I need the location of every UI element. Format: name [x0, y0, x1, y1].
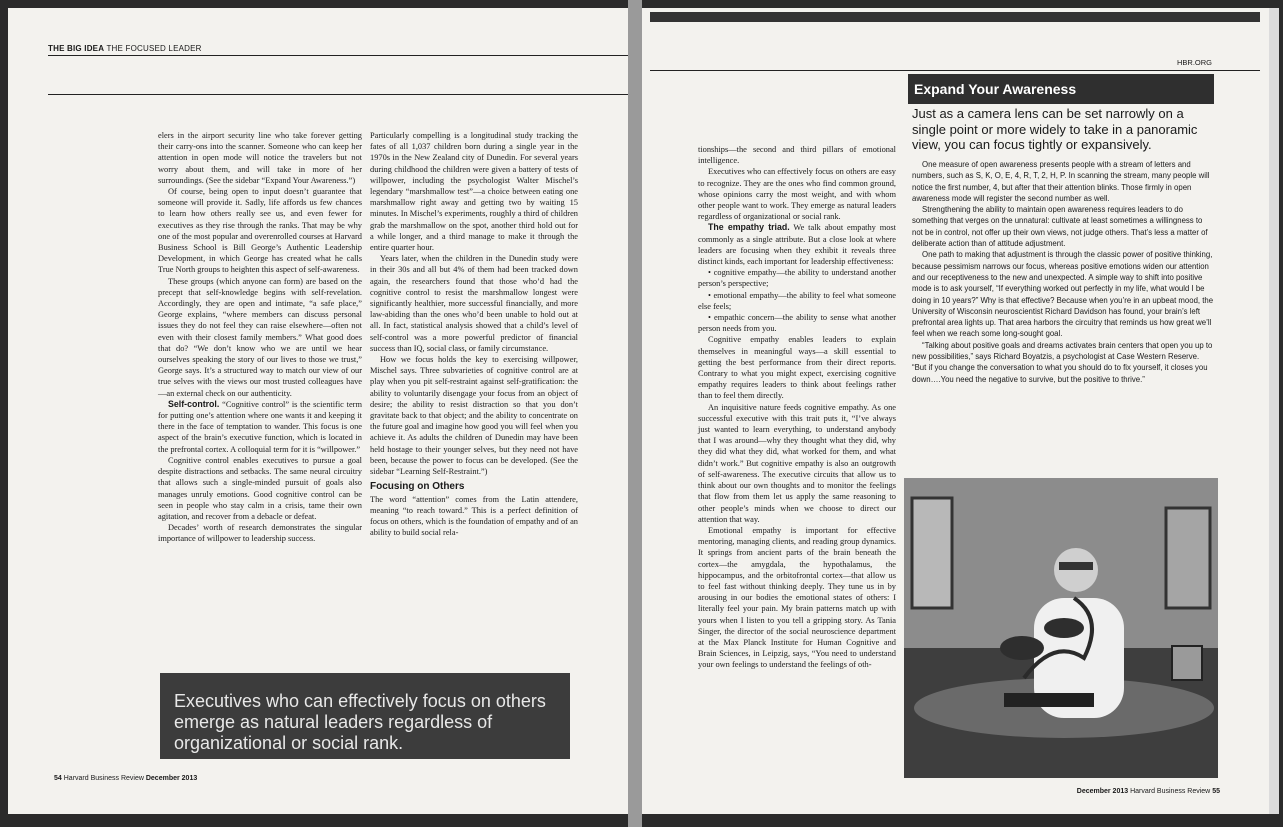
paragraph-text: “Cognitive control” is the scientific term for putting one’s attention where one wants it and keeping it there in the face of temptation to wander. This focus is one aspect of the brain’s executive function, which is located in the prefrontal cortex. A colloquial term for it is “willpower.”: [158, 399, 362, 454]
right-page: [642, 8, 1270, 814]
binding-edge: [1269, 8, 1279, 814]
subhead: Focusing on Others: [370, 481, 465, 493]
folio: [54, 775, 197, 782]
top-band: [650, 12, 1260, 22]
paragraph: tionships—the second and third pillars of emotional intelligence.: [698, 145, 896, 166]
folio-magazine: Harvard Business Review: [63, 775, 144, 782]
paragraph: Cognitive control enables executives to pursue a goal despite distractions and setbacks. The same neural circuitry that allows such a single-minded pursuit of goals also manages unruly emotions. Good cognitive control can be seen in people who stay calm in a crisis, tame their own agitation, and recover from a debacle or defeat.: [158, 455, 362, 521]
folio-magazine: Harvard Business Review: [1130, 788, 1211, 795]
section-header: [48, 44, 202, 53]
sidebar-title: Expand Your Awareness: [908, 74, 1214, 104]
folio-page-number: 55: [1212, 788, 1220, 795]
page-gutter: [628, 0, 642, 827]
header-rule: [650, 70, 1260, 71]
paragraph: Executives who can effectively focus on others are easy to recognize. They are the ones who find common ground, whose opinions carry the most weight, and with whom other people want to work. They emerge as natural leaders regardless of organizational or social rank.: [698, 167, 896, 222]
paragraph: elers in the airport security line who take forever getting their carry-ons into the scanner. Someone who can keep her attention in open mode will notice the travelers but not worry about them, and will take in more of her surroundings. (See the sidebar “Expand Your Awareness.”): [158, 131, 362, 185]
paragraph: • emotional empathy—the ability to feel what someone else feels;: [698, 290, 896, 311]
executive-bonsai-photo: [904, 478, 1218, 778]
paragraph: These groups (which anyone can form) are based on the precept that self-knowledge begins with self-revelation. Accordingly, they are open and intimate, “a safe place,” George explains, “where members can discuss personal issues they do not feel they can raise elsewhere—often not even with their closest family members.” What good does that do? “We don’t know who we are until we hear ourselves speaking the story of our lives to those we trust,” George says. It’s a structured way to match our view of our true selves with the views our most trusted colleagues have—an external check on our authenticity.: [158, 276, 362, 398]
paragraph: Cognitive empathy enables leaders to explain themselves in meaningful ways—a skill essential to getting the best performance from their direct reports. Contrary to what you might expect, exercising cognitive empathy requires leaders to think about feelings rather than to feel them directly.: [698, 335, 896, 401]
paragraph-text: We talk about empathy most commonly as a single attribute. But a close look at where leaders are focusing when they exhibit it reveals three distinct kinds, each important for leadership effectiveness:: [698, 223, 896, 267]
folio-page-number: 54: [54, 775, 62, 782]
header-rule-2: [48, 94, 628, 95]
pull-quote: Executives who can effectively focus on others emerge as natural leaders regardless of organizational or social rank.: [160, 673, 570, 759]
article-column: [698, 144, 896, 671]
sidebar-paragraph: “Talking about positive goals and dreams activates brain centers that open you up to new possibilities,” says Richard Boyatzis, a psychologist at Case Western Reserve. “But if you change the conversation to what you should do to fix yourself, it closes you down….You need the negative to survive, but the positive to thrive.”: [912, 340, 1213, 384]
header-rule: [48, 55, 628, 56]
site-label: HBR.ORG: [1177, 58, 1213, 67]
paragraph: Particularly compelling is a longitudinal study tracking the fates of all 1,037 children born during a single year in the 1970s in the New Zealand city of Dunedin. For several years during childhood the children were given a battery of tests of willpower, including the psychologist Walter Mischel’s legendary “marshmallow test”—a choice between eating one marshmallow right away and getting two by waiting 15 minutes. In Mischel’s experiments, roughly a third of children grab the marshmallow on the spot, another third hold out for a while longer, and a third manage to make it through the entire quarter hour.: [370, 131, 578, 253]
paragraph: [698, 222, 896, 267]
section-title: THE FOCUSED LEADER: [106, 44, 202, 53]
folio-date: December 2013: [145, 775, 198, 782]
article-column-2: [370, 130, 578, 538]
paragraph: Decades’ worth of research demonstrates the singular importance of willpower to leadership success.: [158, 523, 362, 544]
sidebar-paragraph: One path to making that adjustment is through the classic power of positive thinking, because pessimism narrows our focus, whereas positive emotions widen our attention and our receptiveness to the new and unexpected. A simple way to shift into positive mode is to ask yourself, “If everything worked out perfectly in my life, what would I be doing in 10 years?” Why is that effective? Because when you’re in an upbeat mood, the University of Wisconsin neuroscientist Richard Davidson has found, your brain’s left prefrontal area lights up. That area harbors the circuitry that reminds us how great we’ll feel when we reach some long-sought goal.: [912, 250, 1214, 339]
paragraph: • empathic concern—the ability to sense what another person needs from you.: [698, 313, 896, 334]
run-in-head: The empathy triad.: [708, 222, 790, 233]
paragraph: Emotional empathy is important for effective mentoring, managing clients, and reading group dynamics. It springs from ancient parts of the brain beneath the cortex—the amygdala, the hypothalamus, the hippocampus, and the orbitofrontal cortex—that allow us to feel fast without thinking deeply. They tune us in by arousing in our bodies the emotional states of others: I literally feel your pain. My brain patterns match up with yours when I listen to you tell a gripping story. As Tania Singer, the director of the social neuroscience department at the Max Planck Institute for Human Cognitive and Brain Sciences, in Leipzig, says, “You need to understand your own feelings to understand the feelings of oth-: [698, 525, 896, 670]
paragraph: Years later, when the children in the Dunedin study were in their 30s and all but 4% of them had been tracked down again, the researchers found that those who’d had the cognitive control to resist the marshmallow longest were significantly healthier, more successful financially, and more law-abiding than the ones who’d been unable to hold out at all. In fact, statistical analysis showed that a child’s level of self-control was a more powerful predictor of financial success than IQ, social class, or family circumstance.: [370, 254, 578, 353]
left-page: [8, 8, 628, 814]
section-label: THE BIG IDEA: [48, 44, 105, 53]
folio: [1077, 788, 1220, 795]
sidebar-paragraph: One measure of open awareness presents people with a stream of letters and numbers, such as S, K, O, E, 4, R, T, 2, H, P. In scanning the stream, many people will notice the first number, 4, but after that their attention blinks. Those firmly in open awareness mode will register the second number as well.: [912, 160, 1210, 203]
paragraph: Of course, being open to input doesn’t guarantee that someone will provide it. Sadly, life affords us few chances to learn how others really see us, and even fewer for executives as they rise through the ranks. That may be why one of the most popular and overenrolled courses at Harvard Business School is Bill George’s Authentic Leadership Development, in which George has created what he calls True North groups to heighten this aspect of self-awareness.: [158, 187, 362, 275]
sidebar-lede: Just as a camera lens can be set narrowly on a single point or more widely to take in a panoramic view, you can focus tightly or expansively.: [912, 106, 1198, 152]
article-column-1: [158, 130, 362, 545]
paragraph: How we focus holds the key to exercising willpower, Mischel says. Three subvarieties of cognitive control are at play when you pit self-restraint against self-gratification: the ability to voluntarily disengage your focus from an object of desire; the ability to resist distraction so that you don’t gravitate back to that object; and the ability to concentrate on the future goal and imagine how good you will feel when you achieve it. As adults the children of Dunedin may have been held hostage to their younger selves, but they need not have been, because the power to focus can be developed. (See the sidebar “Learning Self-Restraint.”): [370, 355, 578, 477]
paragraph: [158, 399, 362, 455]
sidebar-body: [912, 159, 1214, 385]
paragraph: An inquisitive nature feeds cognitive empathy. As one successful executive with this trait puts it, “I’ve always just wanted to learn everything, to understand anybody that I was around—why they thought what they did, why they did what they did, what worked for them, and what didn’t work.” But cognitive empathy is also an outgrowth of self-awareness. The executive circuits that allow us to think about our own thoughts and to monitor the feelings that flow from them let us apply the same reasoning to other people’s minds when we choose to direct our attention that way.: [698, 402, 896, 524]
run-in-head: Self-control.: [168, 398, 220, 409]
sidebar-paragraph: Strengthening the ability to maintain open awareness requires leaders to do something that verges on the unnatural: cultivate at least sometimes a willingness to not be in control, not offer up their own views, not judge others. That’s less a matter of deliberate action than of attitude adjustment.: [912, 205, 1208, 249]
paragraph: • cognitive empathy—the ability to understand another person’s perspective;: [698, 268, 896, 289]
folio-date: December 2013: [1076, 788, 1129, 795]
paragraph: The word “attention” comes from the Latin attendere, meaning “to reach toward.” This is a perfect definition of focus on others, which is the foundation of empathy and of an ability to build social rela-: [370, 494, 578, 538]
